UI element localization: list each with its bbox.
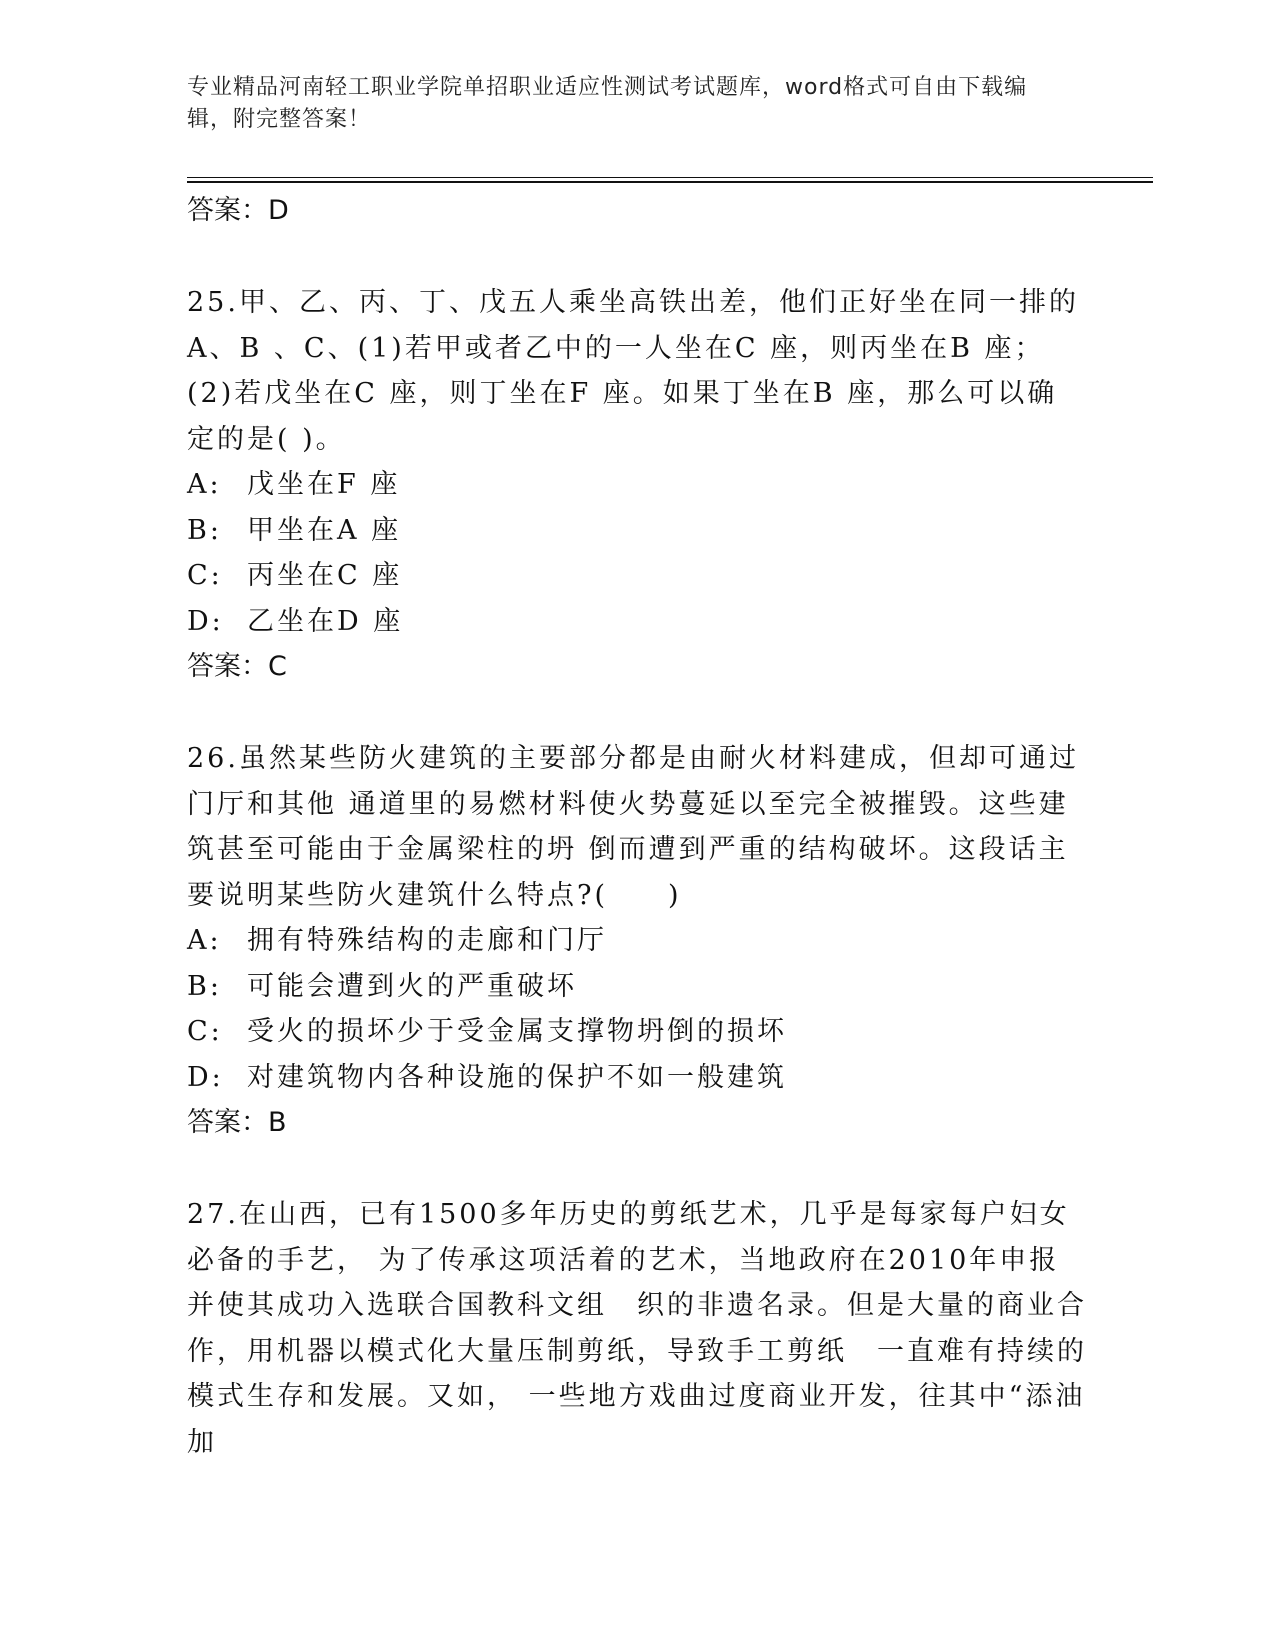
option-a [187,462,1087,508]
spacer [187,234,1087,280]
option-letter: D: [187,605,224,637]
header-rule-thick [187,181,1153,183]
spacer [187,690,1087,736]
question-text: 25.甲、乙、丙、丁、戊五人乘坐高铁出差，他们正好坐在同一排的A、B 、C、(1)若甲或者乙中的一人坐在C 座，则丙坐在B 座；(2)若戊坐在C 座，则丁坐在F 座。如果丁坐在B 座，那么可以确定的是( )。 [187,287,1079,455]
header-rule-thin [187,177,1153,178]
question-text: 27.在山西，已有1500多年历史的剪纸艺术，几乎是每家每户妇女必备的手艺， 为了传承这项活着的艺术，当地政府在2010年申报并使其成功入选联合国教科文组 织的非遗名录。但是大量的商业合作，用机器以模式化大量压制剪纸，导致手工剪纸 一直难有持续的模式生存和发展。又如， 一些地方戏曲过度商业开发，往其中“添油 加 [187,1199,1116,1458]
answer-line: 答案：D [187,195,289,226]
question-25 [187,280,1087,690]
answer-line: 答案：C [187,651,287,682]
option-b [187,964,1087,1010]
option-letter: B: [187,970,222,1002]
option-text: 对建筑物内各种设施的保护不如一般建筑 [247,1061,787,1093]
question-text: 26.虽然某些防火建筑的主要部分都是由耐火材料建成，但却可通过门厅和其他 通道里的易燃材料使火势蔓延以至完全被摧毁。这些建筑甚至可能由于金属梁柱的坍 倒而遭到严重的结构破坏。这段话主要说明某些防火建筑什么特点?( ) [187,743,1079,911]
option-d [187,599,1087,645]
spacer [187,1146,1087,1192]
option-letter: A: [187,469,222,500]
question-27 [187,1192,1116,1465]
option-d [187,1055,1087,1101]
option-text: 拥有特殊结构的走廊和门厅 [247,925,607,956]
option-letter: D: [187,1061,224,1093]
question-26 [187,736,1087,1146]
option-text: 受火的损坏少于受金属支撑物坍倒的损坏 [247,1016,787,1047]
option-a [187,918,1087,964]
option-text: 甲坐在A 座 [247,514,402,546]
option-text: 乙坐在D 座 [247,605,404,637]
option-c [187,1009,1087,1055]
option-letter: B: [187,514,222,546]
option-letter: A: [187,925,222,956]
option-text: 丙坐在C 座 [247,560,403,591]
option-text: 戊坐在F 座 [247,469,401,500]
option-b [187,508,1087,554]
option-letter: C: [187,1016,223,1047]
option-text: 可能会遭到火的严重破坏 [247,970,577,1002]
option-c [187,553,1087,599]
document-body [187,188,1116,1465]
option-letter: C: [187,560,223,591]
answer-line: 答案：B [187,1107,287,1138]
page-header: 专业精品河南轻工职业学院单招职业适应性测试考试题库，word格式可自由下载编辑，附完整答案！ [187,75,1028,132]
